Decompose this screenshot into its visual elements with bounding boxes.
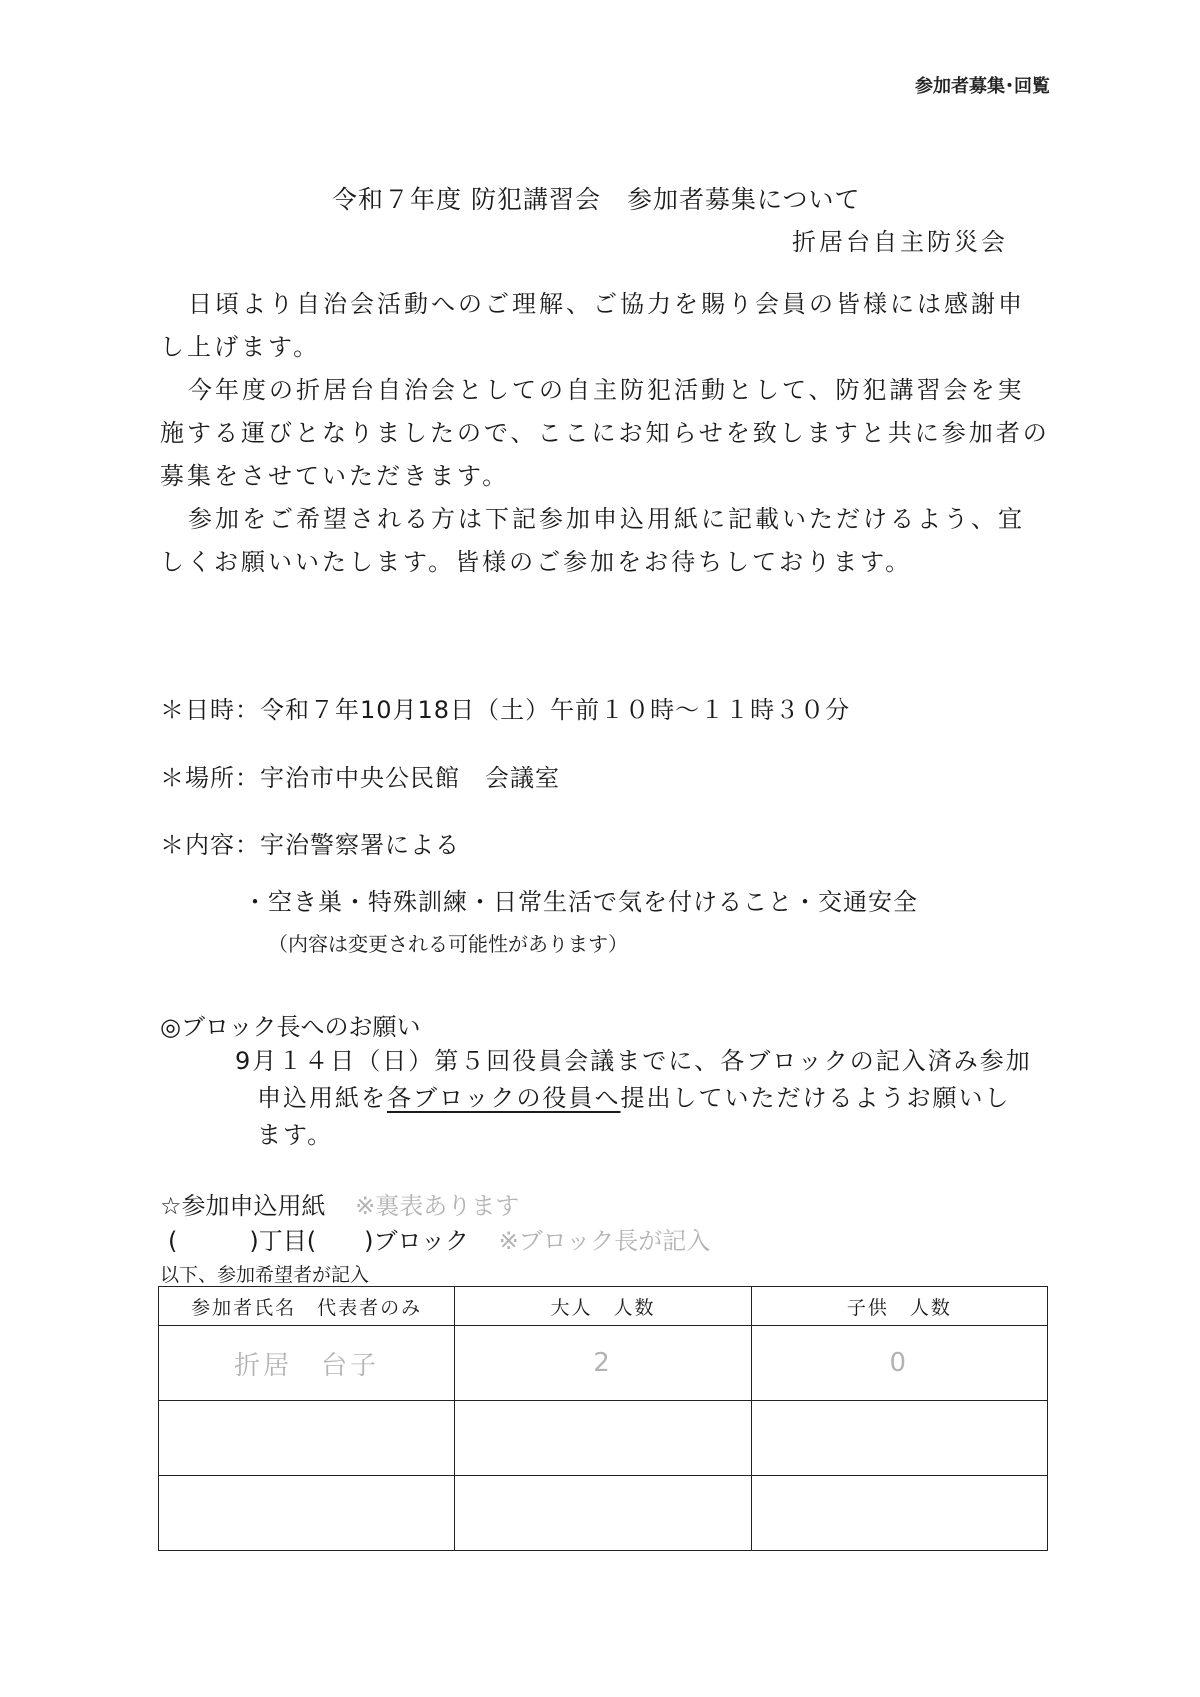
table-header-row <box>159 1287 1048 1326</box>
detail-topics-note: （内容は変更される可能性があります） <box>268 932 628 956</box>
detail-content: ＊内容：宇治警察署による <box>160 831 460 859</box>
cell-name[interactable]: 折居 台子 <box>159 1326 455 1401</box>
request-line-1: 9月１４日（日）第５回役員会議までに、各ブロックの記入済み参加 <box>235 1047 1032 1075</box>
table-row <box>159 1326 1048 1401</box>
cell-name[interactable] <box>159 1401 455 1476</box>
request-line-2 <box>235 1080 1055 1117</box>
request-text: 申込用紙を <box>257 1084 387 1112</box>
table-row <box>159 1476 1048 1551</box>
circulation-label: 参加者募集･回覧 <box>915 76 1050 97</box>
column-header-children: 子供 人数 <box>751 1287 1047 1326</box>
cell-children[interactable] <box>751 1401 1047 1476</box>
cell-adults[interactable]: 2 <box>455 1326 751 1401</box>
cell-children[interactable]: 0 <box>751 1326 1047 1401</box>
application-form-heading <box>160 1186 519 1221</box>
request-line-3: ます。 <box>257 1121 334 1149</box>
detail-place: ＊場所：宇治市中央公民館 会議室 <box>160 764 560 792</box>
block-identifier-line <box>168 1221 710 1256</box>
cell-adults[interactable] <box>455 1401 751 1476</box>
cell-adults[interactable] <box>455 1476 751 1551</box>
intro-paragraph-1: 日頃より自治会活動へのご理解、ご協力を賜り会員の皆様には感謝申し上げます。 <box>160 290 1025 361</box>
cell-children[interactable] <box>751 1476 1047 1551</box>
form-heading-text: ☆参加申込用紙 <box>160 1192 326 1220</box>
intro-paragraph-2: 今年度の折居台自治会としての自主防犯活動として、防犯講習会を実施する運びとなりましたので、ここにお知らせを致しますと共に参加者の募集をさせていただきます。 <box>160 376 1050 490</box>
organization-name: 折居台自主防災会 <box>792 228 1008 256</box>
intro-paragraph-3: 参加をご希望される方は下記参加申込用紙に記載いただけるよう、宜しくお願いいたします。皆様のご参加をお待ちしております。 <box>160 505 1025 576</box>
detail-datetime: ＊日時：令和７年10月18日（土）午前１０時～１１時３０分 <box>160 696 851 724</box>
document-title: 令和７年度 防犯講習会 参加者募集について <box>332 185 861 214</box>
table-row <box>159 1401 1048 1476</box>
application-table <box>158 1286 1048 1551</box>
block-leader-request-body <box>235 1043 1055 1154</box>
column-header-adults: 大人 人数 <box>455 1287 751 1326</box>
block-identifier-text: ( )丁目( )ブロック <box>168 1227 469 1255</box>
column-header-name: 参加者氏名 代表者のみ <box>159 1287 455 1326</box>
form-sub-label: 以下、参加希望者が記入 <box>160 1264 370 1286</box>
block-leader-request-heading: ◎ブロック長へのお願い <box>160 1013 421 1041</box>
form-heading-note: ※裏表あります <box>355 1192 520 1220</box>
block-identifier-note: ※ブロック長が記入 <box>498 1227 711 1255</box>
intro-text <box>160 283 1050 584</box>
request-underlined-text: 各ブロックの役員へ <box>387 1084 621 1112</box>
request-text: 提出していただけるようお願いし <box>620 1084 1011 1112</box>
cell-name[interactable] <box>159 1476 455 1551</box>
detail-topics: ・空き巣・特殊訓練・日常生活で気を付けること・交通安全 <box>243 888 918 916</box>
